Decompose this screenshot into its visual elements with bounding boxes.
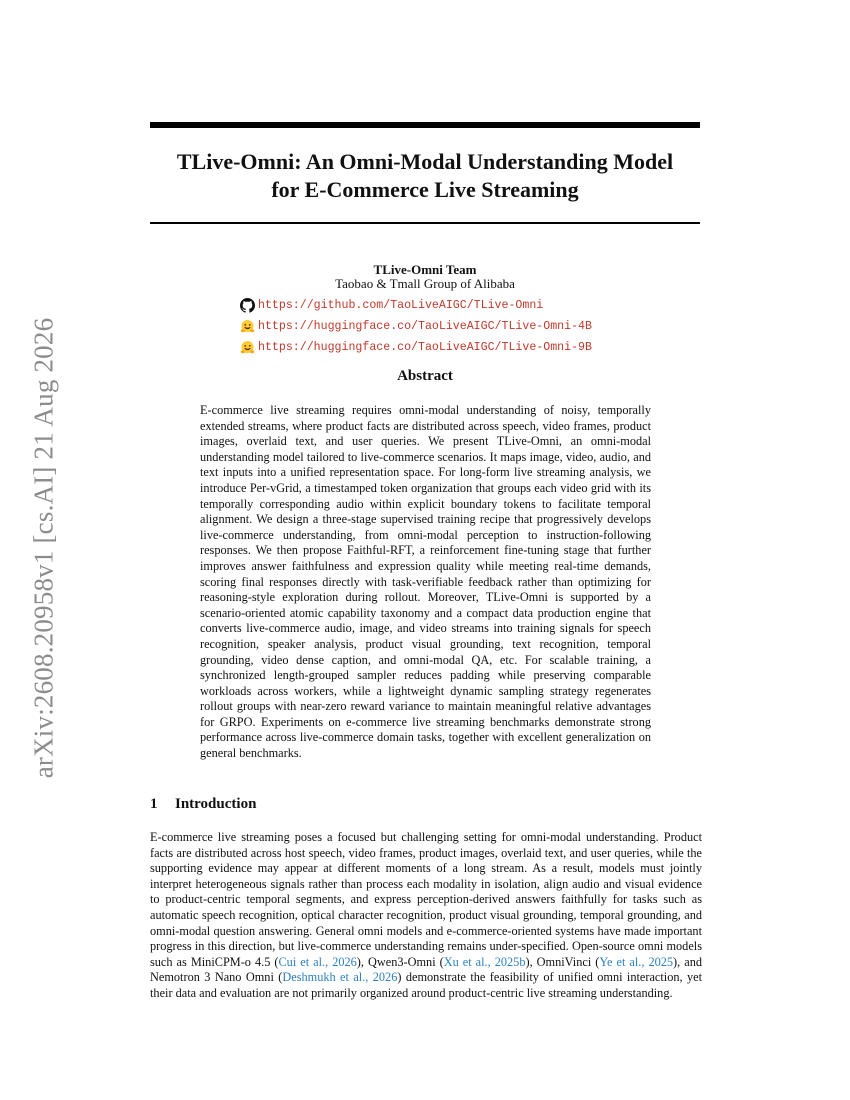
arxiv-watermark: arXiv:2608.20958v1 [cs.AI] 21 Aug 2026	[28, 317, 59, 779]
section-number: 1	[150, 796, 158, 812]
paper-title	[150, 148, 700, 204]
title-top-rule	[150, 122, 700, 128]
huggingface-icon	[240, 319, 255, 334]
intro-text: E-commerce live streaming poses a focused but challenging setting for omni-modal understanding. Product facts are distributed across host speech, video frames, product images, overlaid text, and user queries, while the supporting evidence may appear at different moments of a long stream. As a result, models must jointly interpret heterogeneous signals rather than process each modality in isolation, align audio and visual evidence to product-centric temporal segments, and express perception-derived answers faithfully for tasks such as automatic speech recognition, optical character recognition, product visual grounding, temporal grounding, and omni-modal question answering. General omni models and e-commerce-oriented systems have made important progress in this direction, but live-commerce understanding remains under-specified. Open-source omni models such as MiniCPM-o 4.5 (	[150, 830, 702, 969]
huggingface-4b-link-row[interactable]	[240, 317, 592, 335]
intro-text: ), OmniVinci (	[525, 954, 600, 969]
abstract-heading: Abstract	[397, 368, 453, 384]
citation-link[interactable]: Cui et al., 2026	[278, 954, 357, 969]
citation-link[interactable]: Ye et al., 2025	[599, 954, 674, 969]
citation-link[interactable]: Deshmukh et al., 2026	[282, 970, 398, 985]
huggingface-icon	[240, 340, 255, 355]
intro-text: ), and Nemotron 3 Nano Omni (	[150, 954, 702, 985]
citation-link[interactable]: Xu et al., 2025b	[443, 954, 526, 969]
github-link-row[interactable]	[240, 296, 543, 314]
huggingface-9b-link-row[interactable]	[240, 338, 592, 356]
section-heading-introduction	[150, 796, 256, 813]
huggingface-4b-link[interactable]: https://huggingface.co/TaoLiveAIGC/TLive-Omni-4B	[258, 319, 592, 333]
abstract-body: E-commerce live streaming requires omni-modal understanding of noisy, temporally extended streams, where product facts are distributed across speech, video frames, product images, overlaid text, and user queries. We present TLive-Omni, an omni-modal understanding model tailored to live-commerce scenarios. It maps image, video, audio, and text inputs into a unified representation space. For long-form live streaming analysis, we introduce Per-vGrid, a timestamped token organization that groups each video grid with its temporally corresponding audio within explicit boundary tokens to facilitate temporal alignment. We design a three-stage supervised training recipe that progressively develops live-commerce understanding, from omni-modal perception to instruction-following responses. We then propose Faithful-RFT, a reinforcement fine-tuning stage that further improves answer faithfulness and expression quality while meeting real-time demands, scoring final responses directly with task-verifiable feedback rather than optimizing for reasoning-style exploration during rollout. Moreover, TLive-Omni is supported by a scenario-oriented atomic capability taxonomy and a compact data production engine that converts live-commerce audio, image, and video streams into training signals for speech recognition, speaker analysis, product visual grounding, text recognition, temporal grounding, video dense caption, and omni-modal QA, etc. For scalable training, a synchronized length-grouped sampler reduces padding while preserving comparable workloads across workers, while a lightweight dynamic sampling strategy regenerates rollout groups with near-zero reward variance to maintain meaningful relative advantages for GRPO. Experiments on e-commerce live streaming benchmarks demonstrate strong performance across live-commerce domain tasks, together with excellent generalization on general benchmarks.	[200, 403, 651, 761]
intro-text: ), Qwen3-Omni (	[356, 954, 444, 969]
github-link[interactable]: https://github.com/TaoLiveAIGC/TLive-Omni	[258, 298, 544, 312]
introduction-paragraph	[150, 830, 702, 1002]
section-title: Introduction	[175, 796, 257, 812]
title-line-1: TLive-Omni: An Omni-Modal Understanding Model	[176, 149, 674, 174]
huggingface-9b-link[interactable]: https://huggingface.co/TaoLiveAIGC/TLive-Omni-9B	[258, 340, 592, 354]
intro-text: ) demonstrate the feasibility of unified omni interaction, yet their data and evaluation are not primarily organized around product-centric live streaming understanding.	[150, 970, 703, 1000]
github-icon	[240, 298, 255, 313]
affiliation: Taobao & Tmall Group of Alibaba	[335, 276, 515, 291]
title-line-2: for E-Commerce Live Streaming	[271, 177, 579, 202]
author-team: TLive-Omni Team	[373, 262, 477, 277]
title-bottom-rule	[150, 222, 700, 224]
